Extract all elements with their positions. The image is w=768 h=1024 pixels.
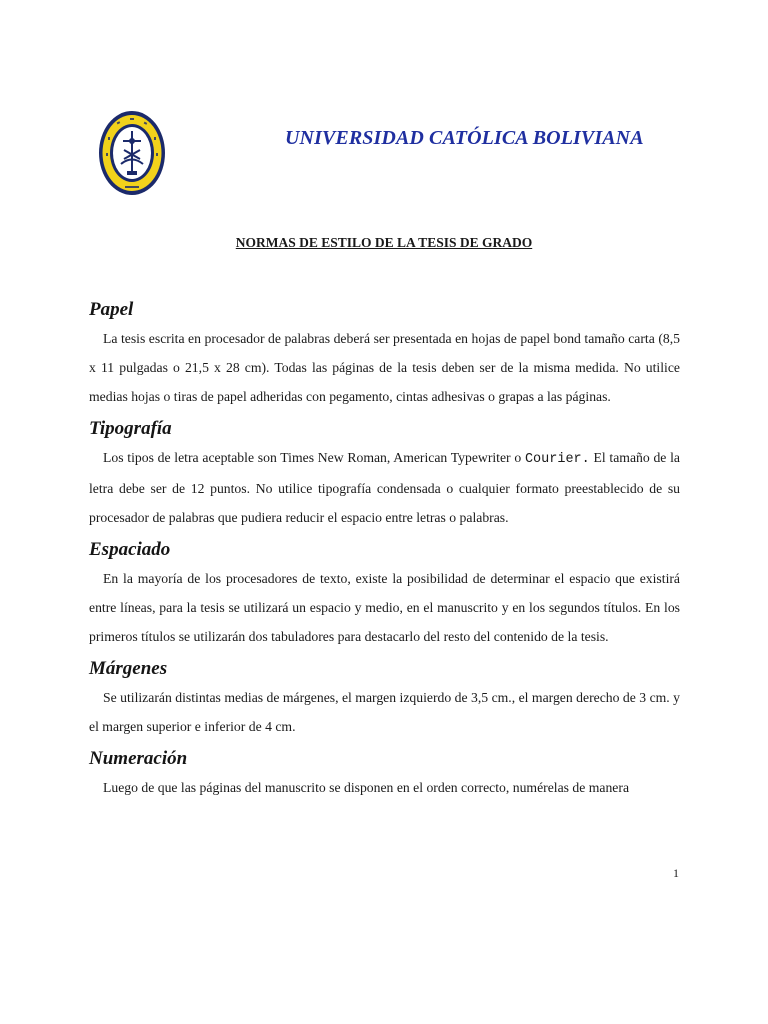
paragraph-text: Los tipos de letra aceptable son Times New Roman, American Typewriter o bbox=[103, 450, 525, 465]
section-heading: Tipografía bbox=[89, 418, 172, 439]
section-heading: Papel bbox=[89, 299, 134, 320]
university-seal-icon bbox=[97, 109, 167, 197]
section-paragraph: Se utilizarán distintas medias de márgenes, el margen izquierdo de 3,5 cm., el margen derecho de 3 cm. y el margen superior e inferior de 4 cm. bbox=[89, 690, 680, 734]
university-name: UNIVERSIDAD CATÓLICA BOLIVIANA bbox=[285, 127, 644, 149]
section-tipografia bbox=[89, 415, 680, 532]
document-title: NORMAS DE ESTILO DE LA TESIS DE GRADO bbox=[235, 235, 533, 250]
section-heading: Espaciado bbox=[89, 539, 171, 560]
section-numeracion bbox=[89, 745, 680, 802]
courier-sample-text: Courier. bbox=[524, 452, 590, 467]
section-heading: Márgenes bbox=[89, 658, 168, 679]
document-body bbox=[89, 296, 680, 802]
section-margenes bbox=[89, 655, 680, 741]
section-paragraph: En la mayoría de los procesadores de texto, existe la posibilidad de determinar el espacio que existirá entre líneas, para la tesis se utilizará un espacio y medio, en el manuscrito y en los segundos títulos. En los primeros títulos se utilizarán dos tabuladores para destacarlo del resto del contenido de la tesis. bbox=[89, 571, 680, 644]
section-papel bbox=[89, 296, 680, 411]
section-paragraph: La tesis escrita en procesador de palabras deberá ser presentada en hojas de papel bond tamaño carta (8,5 x 11 pulgadas o 21,5 x 28 cm). Todas las páginas de la tesis deben ser de la misma medida. No utilice medias hojas o tiras de papel adheridas con pegamento, cintas adhesivas o grapas a las páginas. bbox=[89, 331, 680, 404]
section-espaciado bbox=[89, 536, 680, 651]
section-paragraph bbox=[89, 443, 680, 532]
section-paragraph: Luego de que las páginas del manuscrito se disponen en el orden correcto, numérelas de manera bbox=[103, 780, 630, 795]
page-number: 1 bbox=[673, 866, 679, 880]
paragraph-text: El tamaño de la letra debe ser de 12 puntos. No utilice tipografía condensada o cualquier formato preestablecido de su procesador de palabras que pudiera reducir el espacio entre letras o palabras. bbox=[89, 450, 680, 525]
section-heading: Numeración bbox=[89, 748, 188, 769]
